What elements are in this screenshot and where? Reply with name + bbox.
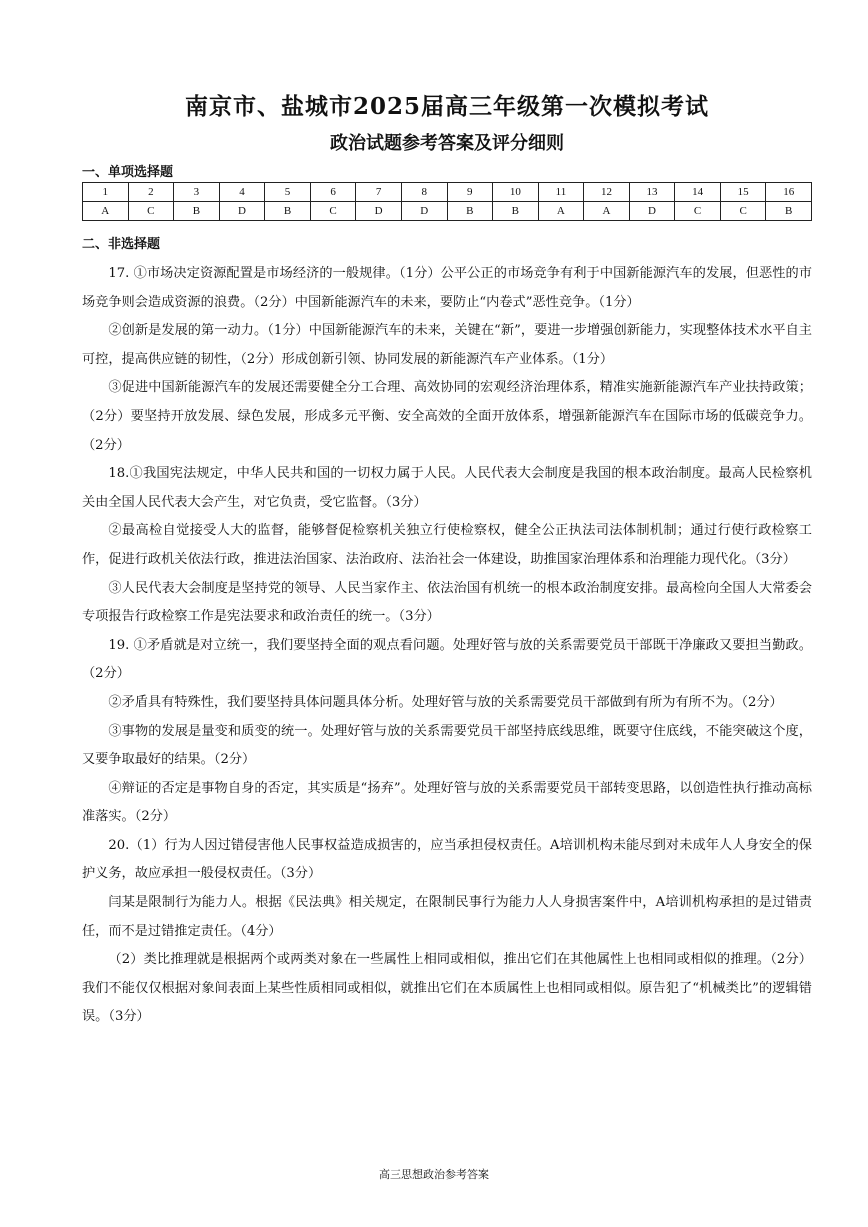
answer-cell: C <box>675 202 721 221</box>
section-2-body <box>82 260 812 1032</box>
answer-cell: B <box>174 202 220 221</box>
answer-paragraph: ②矛盾具有特殊性，我们要坚持具体问题具体分析。处理好管与放的关系需要党员干部做到有所为有所不为。（2分） <box>108 694 783 710</box>
question-number-cell: 2 <box>128 183 174 202</box>
question-number-cell: 12 <box>584 183 630 202</box>
answer-paragraph: 闫某是限制行为能力人。根据《民法典》相关规定，在限制民事行为能力人人身损害案件中，A培训机构承担的是过错责任，而不是过错推定责任。（4分） <box>82 895 812 939</box>
question-number-cell: 15 <box>720 183 766 202</box>
answer-cell: B <box>265 202 311 221</box>
section-1-title: 一、单项选择题 <box>82 165 174 180</box>
document-title: 南京市、盐城市2025届高三年级第一次模拟考试 <box>184 93 709 120</box>
question-number-cell: 1 <box>83 183 129 202</box>
answer-cell: D <box>219 202 265 221</box>
section-2-title: 二、非选择题 <box>82 237 161 252</box>
answer-cell: D <box>356 202 402 221</box>
answer-paragraph: ②创新是发展的第一动力。（1分）中国新能源汽车的未来，关键在“新”，要进一步增强创新能力，实现整体技术水平自主可控，提高供应链的韧性，（2分）形成创新引领、协同发展的新能源汽车产业体系。（1分） <box>82 323 812 367</box>
answer-paragraph: ③事物的发展是量变和质变的统一。处理好管与放的关系需要党员干部坚持底线思维，既要守住底线，不能突破这个度，又要争取最好的结果。（2分） <box>82 723 812 768</box>
answer-paragraph: ②最高检自觉接受人大的监督，能够督促检察机关独立行使检察权，健全公正执法司法体制机制；通过行使行政检察工作，促进行政机关依法行政，推进法治国家、法治政府、法治社会一体建设，助推国家治理体系和治理能力现代化。（3分） <box>82 523 812 567</box>
question-number-cell: 10 <box>493 183 539 202</box>
answer-paragraph: 18.①我国宪法规定，中华人民共和国的一切权力属于人民。人民代表大会制度是我国的根本政治制度。最高人民检察机关由全国人民代表大会产生，对它负责，受它监督。（3分） <box>82 466 812 510</box>
question-number-cell: 9 <box>447 183 493 202</box>
answer-cell: A <box>584 202 630 221</box>
answer-cell: A <box>538 202 584 221</box>
answer-cell: B <box>447 202 493 221</box>
question-number-cell: 13 <box>629 183 675 202</box>
answer-paragraph: 17. ①市场决定资源配置是市场经济的一般规律。（1分）公平公正的市场竞争有利于中国新能源汽车的发展，但恶性的市场竞争则会造成资源的浪费。（2分）中国新能源汽车的未来，要防止“内卷式”恶性竞争。（1分） <box>82 266 812 310</box>
answer-cell: C <box>128 202 174 221</box>
document-subtitle: 政治试题参考答案及评分细则 <box>330 133 564 154</box>
answer-table-answer-row <box>83 202 812 221</box>
answer-paragraph: 20.（1）行为人因过错侵害他人民事权益造成损害的，应当承担侵权责任。A培训机构未能尽到对未成年人人身安全的保护义务，故应承担一般侵权责任。（3分） <box>82 837 812 882</box>
answer-cell: B <box>766 202 812 221</box>
question-number-cell: 4 <box>219 183 265 202</box>
answer-cell: A <box>83 202 129 221</box>
answer-paragraph: ③促进中国新能源汽车的发展还需要健全分工合理、高效协同的宏观经济治理体系，精准实施新能源汽车产业扶持政策；（2分）要坚持开放发展、绿色发展，形成多元平衡、安全高效的全面开放体系，增强新能源汽车在国际市场的低碳竞争力。（2分） <box>82 380 812 453</box>
answer-table <box>82 182 812 221</box>
answer-cell: C <box>310 202 356 221</box>
question-number-cell: 11 <box>538 183 584 202</box>
answer-paragraph: ③人民代表大会制度是坚持党的领导、人民当家作主、依法治国有机统一的根本政治制度安排。最高检向全国人大常委会专项报告行政检察工作是宪法要求和政治责任的统一。（3分） <box>82 580 812 625</box>
answer-cell: C <box>720 202 766 221</box>
question-number-cell: 14 <box>675 183 721 202</box>
question-number-cell: 6 <box>310 183 356 202</box>
answer-cell: B <box>493 202 539 221</box>
answer-table-number-row <box>83 183 812 202</box>
answer-paragraph: 19. ①矛盾就是对立统一，我们要坚持全面的观点看问题。处理好管与放的关系需要党员干部既干净廉政又要担当勤政。（2分） <box>82 637 812 682</box>
question-number-cell: 16 <box>766 183 812 202</box>
answer-cell: D <box>629 202 675 221</box>
answer-cell: D <box>401 202 447 221</box>
question-number-cell: 8 <box>401 183 447 202</box>
question-number-cell: 3 <box>174 183 220 202</box>
answer-paragraph: （2）类比推理就是根据两个或两类对象在一些属性上相同或相似，推出它们在其他属性上也相同或相似的推理。（2分）我们不能仅仅根据对象间表面上某些性质相同或相似，就推出它们在本质属性上也相同或相似。原告犯了“机械类比”的逻辑错误。（3分） <box>82 952 812 1025</box>
question-number-cell: 5 <box>265 183 311 202</box>
page-footer: 高三思想政治参考答案 <box>379 1168 489 1181</box>
question-number-cell: 7 <box>356 183 402 202</box>
answer-paragraph: ④辩证的否定是事物自身的否定，其实质是“扬弃”。处理好管与放的关系需要党员干部转变思路，以创造性执行推动高标准落实。（2分） <box>82 780 812 825</box>
